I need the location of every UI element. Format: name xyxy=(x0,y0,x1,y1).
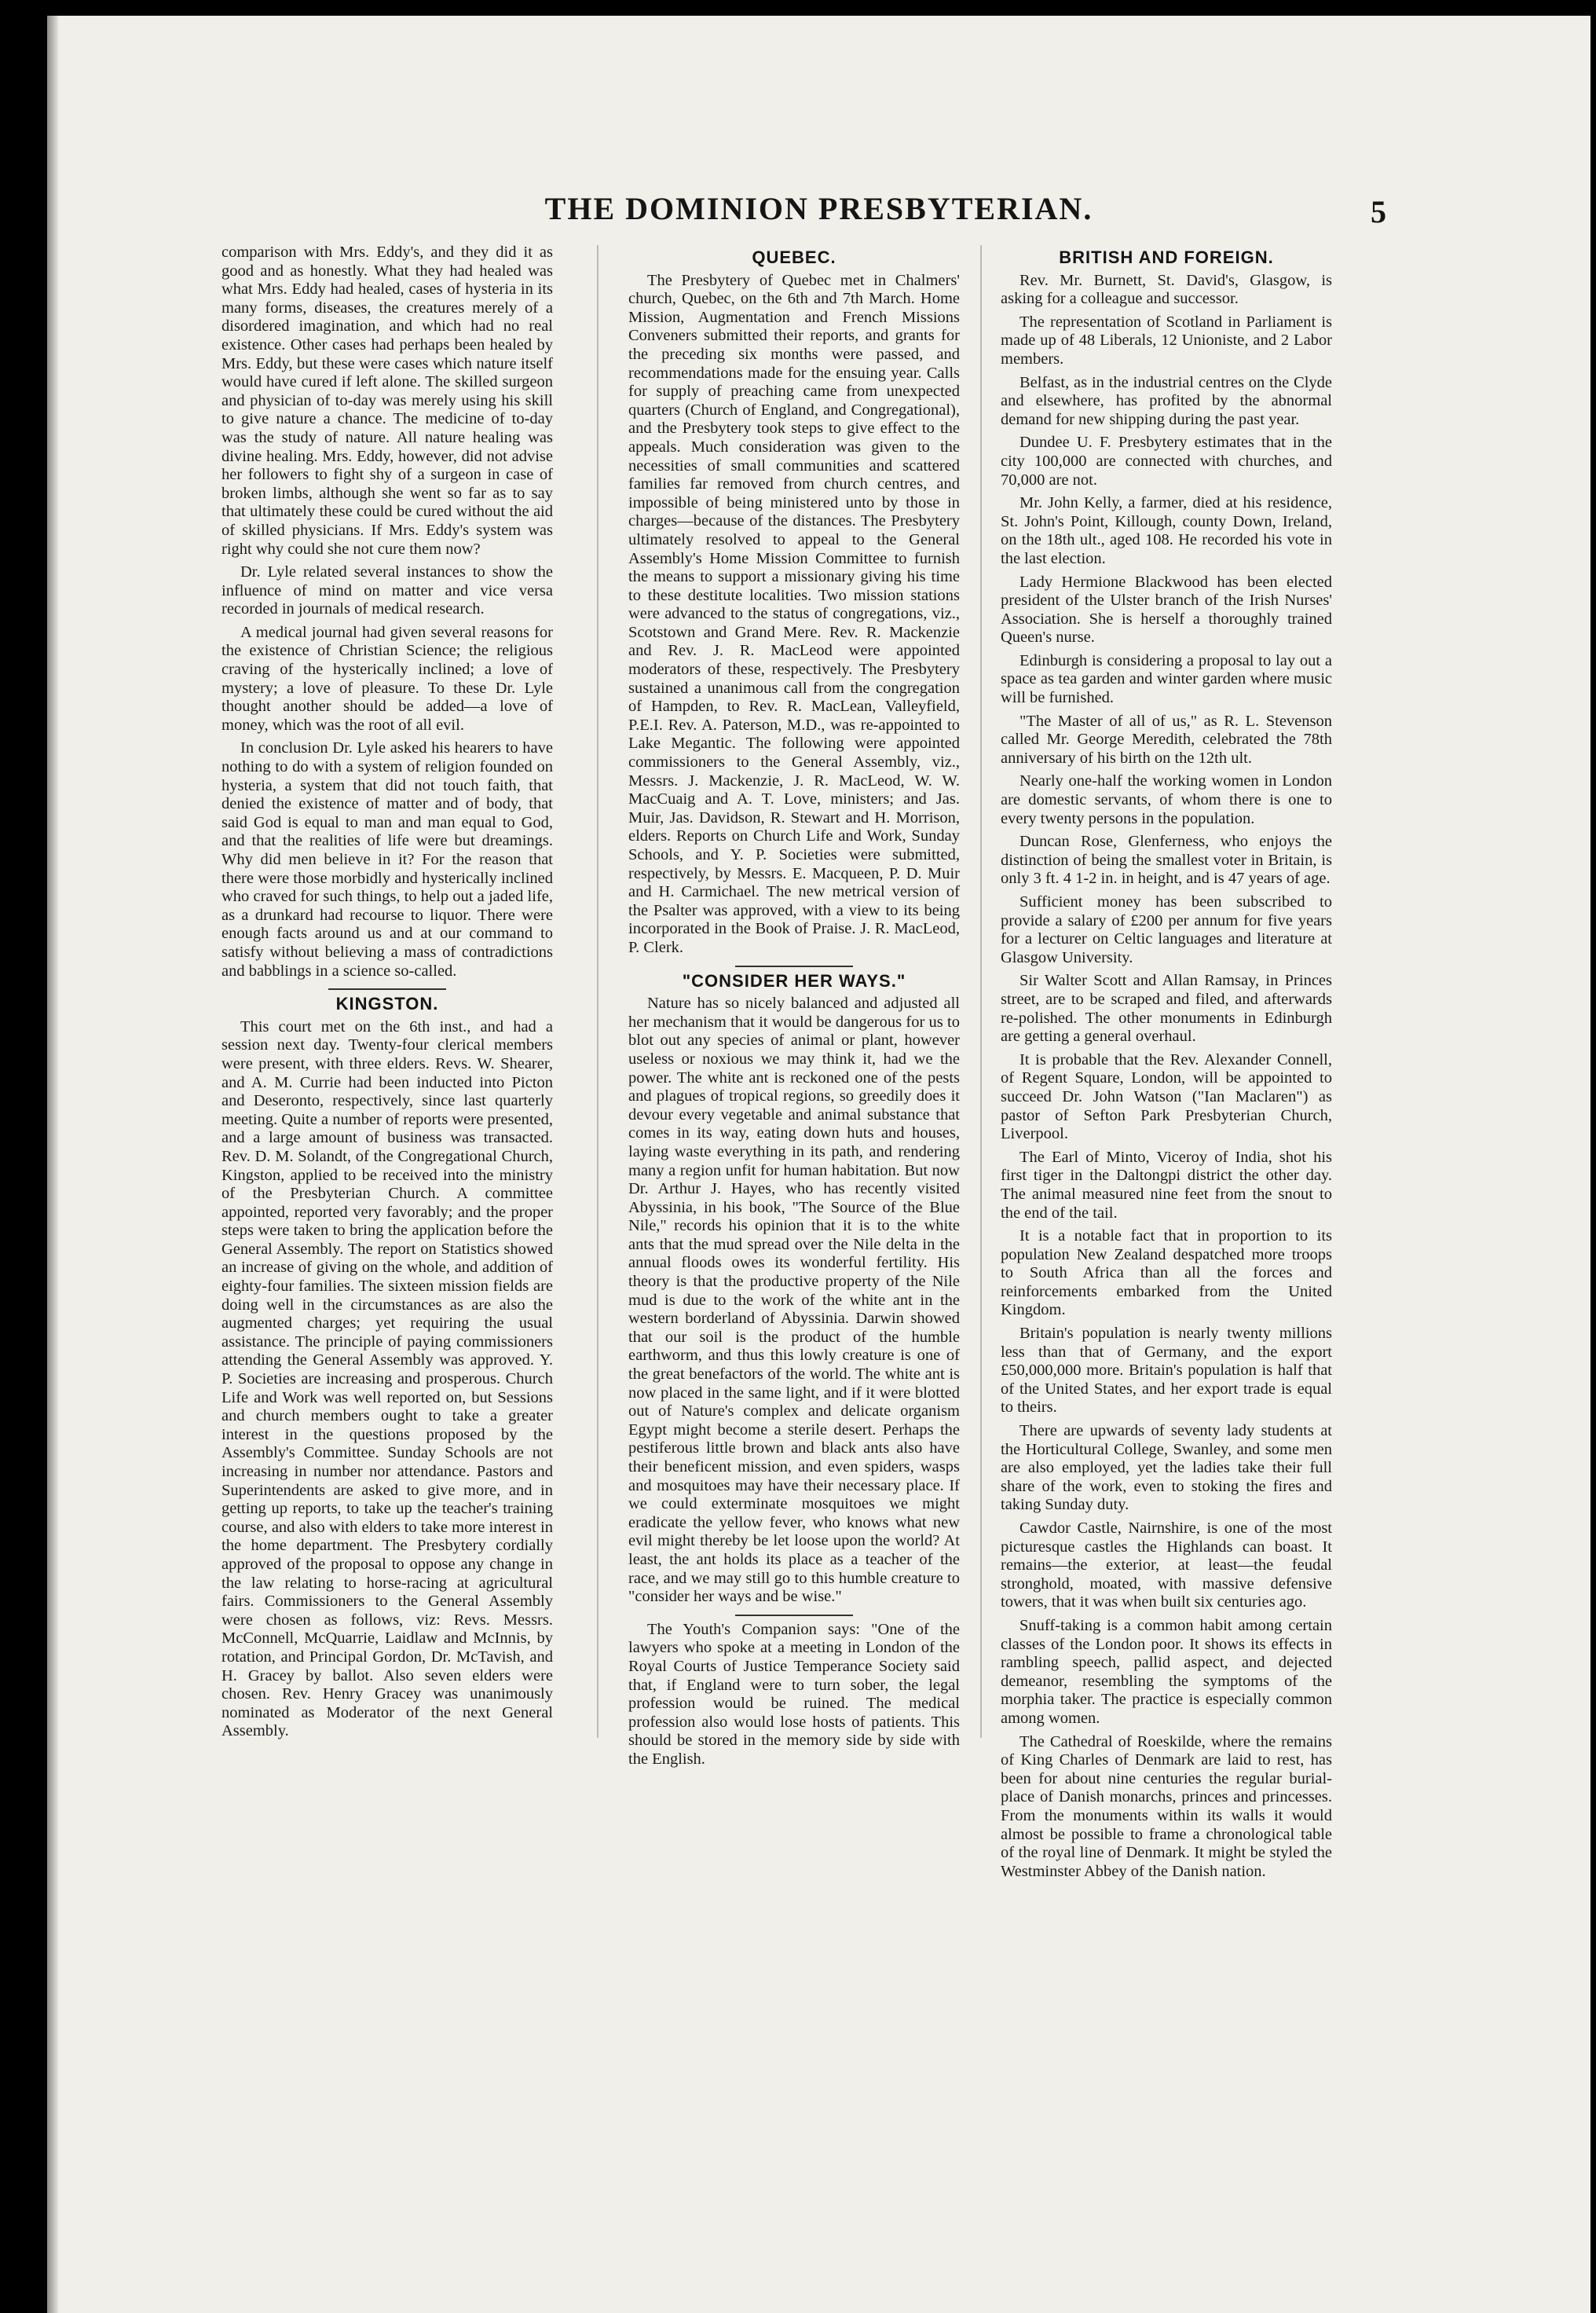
news-item: The Earl of Minto, Viceroy of India, shot his first tiger in the Daltongpi district the other day. The animal measured nine feet from the snout to the end of the tail. xyxy=(1001,1148,1332,1222)
paragraph: A medical journal had given several reasons for the existence of Christian Science; the religious craving of the hysterically inclined; a love of mystery; a love of pleasure. To these Dr. Lyle thought another should be added—a love of money, which was the root of all evil. xyxy=(221,623,553,734)
column-3 xyxy=(1001,244,1332,1886)
news-item: Nearly one-half the working women in London are domestic servants, of whom there is one to every twenty persons in the population. xyxy=(1001,772,1332,827)
newspaper-page xyxy=(47,16,1591,2313)
news-item: It is probable that the Rev. Alexander Connell, of Regent Square, London, will be appointed to succeed Dr. John Watson ("Ian Maclaren") as pastor of Sefton Park Presbyterian Church, Liverpool. xyxy=(1001,1050,1332,1143)
section-heading-kingston: KINGSTON. xyxy=(335,994,439,1014)
page-number: 5 xyxy=(1371,194,1386,229)
section-rule xyxy=(328,988,446,990)
news-item: Cawdor Castle, Nairnshire, is one of the most picturesque castles the Highlands can boast. It remains—the exterior, at least—the feudal stronghold, moated, with massive defensive towers, that it was when built six centuries ago. xyxy=(1001,1519,1332,1611)
news-item: Britain's population is nearly twenty millions less than that of Germany, and the export £50,000,000 more. Britain's population is half that of the United States, and her export trade is equal to theirs. xyxy=(1001,1325,1332,1417)
paragraph: comparison with Mrs. Eddy's, and they did it as good and as honestly. What they had healed was what Mrs. Eddy had healed, cases of hysteria in its many forms, diseases, the creatures merely of a disordered imagination, and which had no real existence. Other cases had perhaps been healed by Mrs. Eddy, but these were cases which nature itself would have cured if left alone. The skilled surgeon and physician of to-day was merely using his skill to give nature a chance. The medicine of to-day was the study of nature. All nature healing was divine healing. Mrs. Eddy, however, did not advise her followers to fight shy of a surgeon in case of broken limbs, although she went so far as to say that ultimately these could be cured without the aid of skilled physicians. If Mrs. Eddy's system was right why could she not cure them now? xyxy=(221,244,553,558)
column-divider xyxy=(980,245,982,1738)
section-rule xyxy=(735,1615,853,1616)
paragraph: The Presbytery of Quebec met in Chalmers' church, Quebec, on the 6th and 7th March. Home Mission, Augmentation and French Missions Conveners submitted their reports, and grants for the preceding six months were passed, and recommendations made for the ensuing year. Calls for supply of preaching came from unexpected quarters (Church of England, and Congregational), and the Presbytery took steps to give effect to the appeals. Much consideration was given to the necessities of small communities and scattered families far removed from church centres, and impossible of being ministered unto by those in charges—because of the distances. The Presbytery ultimately resolved to appeal to the General Assembly's Home Mission Committee to furnish the means to support a missionary giving his time to these destitute localities. Two mission stations were advanced to the status of congregations, viz., Scotstown and Grand Mere. Rev. R. Mackenzie and Rev. J. R. MacLeod were appointed moderators of these, respectively. The Presbytery sustained a unanimous call from the congregation of Hampden, to Rev. R. MacLean, Valleyfield, P.E.I. Rev. A. Paterson, M.D., was re-appointed to Lake Megantic. The following were appointed commissioners to the General Assembly, viz., Messrs. J. Mackenzie, J. R. MacLeod, W. W. MacCuaig and A. T. Love, ministers; and Jas. Muir, Jas. Davidson, R. Stewart and H. Morrison, elders. Reports on Church Life and Work, Sunday Schools, and Y. P. Societies were submitted, respectively, by Messrs. E. Macqueen, P. D. Muir and H. Carmichael. The new metrical version of the Psalter was approved, with a view to its being incorporated in the Book of Praise. J. R. MacLeod, P. Clerk. xyxy=(628,271,960,956)
news-item: Snuff-taking is a common habit among certain classes of the London poor. It shows its effects in rambling speech, pallid aspect, and dejected demeanor, resembling the symptoms of the morphia taker. The practice is especially common among women. xyxy=(1001,1616,1332,1727)
paragraph: This court met on the 6th inst., and had a session next day. Twenty-four clerical members were present, with three elders. Revs. W. Shearer, and A. M. Currie had been inducted into Picton and Deseronto, respectively, since last quarterly meeting. Quite a number of reports were presented, and a large amount of business was transacted. Rev. D. M. Solandt, of the Congregational Church, Kingston, applied to be received into the ministry of the Presbyterian Church. A committee appointed, reported very favorably; and the proper steps were taken to bring the application before the General Assembly. The report on Statistics showed an increase of giving on the whole, and addition of eighty-four families. The sixteen mission fields are doing well in the circumstances as are also the augmented charges; yet requiring the usual assistance. The principle of paying commissioners attending the General Assembly was approved. Y. P. Societies are increasing and prosperous. Church Life and Work was well reported on, but Sessions and church members ought to take a greater interest in the questions proposed by the Assembly's Committee. Sunday Schools are not increasing in number nor attendance. Pastors and Superintendents are asked to give more, and in getting up reports, to take up the teacher's training course, and also with elders to take more interest in the home department. The Presbytery cordially approved of the proposal to oppose any change in the law relating to horse-racing at agricultural fairs. Commissioners to the General Assembly were chosen as follows, viz: Revs. Messrs. McConnell, McQuarrie, Laidlaw and McInnis, by rotation, and Principal Gordon, Dr. McTavish, and H. Gracey by ballot. Also seven elders were chosen. Rev. Henry Gracey was unanimously nominated as Moderator of the next General Assembly. xyxy=(221,1017,553,1740)
news-item: The Cathedral of Roeskilde, where the remains of King Charles of Denmark are laid to rest, has been for about nine centuries the regular burial-place of Danish monarchs, princes and princesses. From the monuments within its walls it would almost be possible to frame a chronological table of the royal line of Denmark. It might be styled the Westminster Abbey of the Danish nation. xyxy=(1001,1732,1332,1880)
section-heading-british-and-foreign: BRITISH AND FOREIGN. xyxy=(1059,247,1274,267)
news-item: Duncan Rose, Glenferness, who enjoys the distinction of being the smallest voter in Britain, is only 3 ft. 4 1-2 in. in height, and is 47 years of age. xyxy=(1001,833,1332,888)
news-item: "The Master of all of us," as R. L. Stevenson called Mr. George Meredith, celebrated the 78th anniversary of his birth on the 12th ult. xyxy=(1001,712,1332,767)
news-item: Belfast, as in the industrial centres on the Clyde and elsewhere, has profited by the abnormal demand for new shipping during the past year. xyxy=(1001,373,1332,428)
paragraph: The Youth's Companion says: "One of the lawyers who spoke at a meeting in London of the Royal Courts of Justice Temperance Society said that, if England were to turn sober, the legal profession would be ruined. The medical profession also would lose hosts of patients. This should be stored in the memory side by side with the English. xyxy=(628,1620,960,1768)
paragraph: Nature has so nicely balanced and adjusted all her mechanism that it would be dangerous for us to blot out any species of animal or plant, however useless or noxious we may think it, had we the power. The white ant is reckoned one of the pests and plagues of tropical regions, so greedily does it devour every vegetable and animal substance that comes in its way, eating down huts and houses, laying waste everything in its path, and rendering many a region unfit for human habitation. But now Dr. Arthur J. Hayes, who has recently visited Abyssinia, in his book, "The Source of the Blue Nile," records his opinion that it is to the white ants that the mud spread over the Nile delta in the annual floods owes its wonderful fertility. His theory is that the productive property of the Nile mud is due to the work of the white ant in the western borderland of Abyssinia. Darwin showed that our soil is the product of the humble earthworm, and thus this lowly creature is one of the great benefactors of the world. The white ant is now placed in the same light, and if it were blotted out of Nature's complex and delicate organism Egypt might become a sterile desert. Perhaps the pestiferous little brown and black ants also have their beneficent mission, and even spiders, wasps and mosquitoes may have their necessary place. If we could exterminate mosquitoes we might eradicate the yellow fever, who knows what new evil might thereby be let loose upon the world? At least, the ant holds its place as a teacher of the race, and we may still go to this humble creature to "consider her ways and be wise." xyxy=(628,995,960,1606)
news-item: It is a notable fact that in proportion to its population New Zealand despatched more troops to South Africa than all the forces and reinforcements embarked from the United Kingdom. xyxy=(1001,1227,1332,1319)
news-item: There are upwards of seventy lady students at the Horticultural College, Swanley, and some men are also employed, yet the ladies take their full share of the work, even to stoking the fires and taking Sunday duty. xyxy=(1001,1422,1332,1514)
section-rule xyxy=(735,966,853,967)
column-1 xyxy=(221,244,553,1746)
paragraph: In conclusion Dr. Lyle asked his hearers to have nothing to do with a system of religion founded on hysteria, a system that did not touch faith, that denied the existence of matter and of body, that said God is equal to man and man equal to God, and that the realities of life were but dreamings. Why did men believe in it? For the reason that there were those morbidly and hysterically inclined who craved for such things, to help out a jaded life, as a drunkard had recourse to liquor. There were enough facts around us and at our command to satisfy without believing a mass of contradictions and babblings in a science so-called. xyxy=(221,739,553,980)
news-item: Dundee U. F. Presbytery estimates that in the city 100,000 are connected with churches, and 70,000 are not. xyxy=(1001,434,1332,489)
section-heading-quebec: QUEBEC. xyxy=(752,247,836,267)
masthead: THE DOMINION PRESBYTERIAN. xyxy=(544,191,1093,226)
news-item: Rev. Mr. Burnett, St. David's, Glasgow, is asking for a colleague and successor. xyxy=(1001,271,1332,308)
news-item: Edinburgh is considering a proposal to lay out a space as tea garden and winter garden where music will be furnished. xyxy=(1001,651,1332,707)
paragraph: Dr. Lyle related several instances to show the influence of mind on matter and vice versa recorded in journals of medical research. xyxy=(221,563,553,618)
news-item: The representation of Scotland in Parliament is made up of 48 Liberals, 12 Unioniste, and 2 Labor members. xyxy=(1001,313,1332,368)
column-divider xyxy=(597,245,598,1738)
news-item: Lady Hermione Blackwood has been elected president of the Ulster branch of the Irish Nurses' Association. She is herself a thoroughly trained Queen's nurse. xyxy=(1001,573,1332,647)
news-item: Sufficient money has been subscribed to provide a salary of £200 per annum for five years for a lecturer on Celtic languages and literature at Glasgow University. xyxy=(1001,893,1332,966)
news-item: Mr. John Kelly, a farmer, died at his residence, St. John's Point, Killough, county Down, Ireland, on the 18th ult., aged 108. He recorded his vote in the last election. xyxy=(1001,494,1332,567)
section-heading-consider-her-ways: "CONSIDER HER WAYS." xyxy=(682,970,906,991)
news-item: Sir Walter Scott and Allan Ramsay, in Princes street, are to be scraped and filed, and afterwards re-polished. The other monuments in Edinburgh are getting a general overhaul. xyxy=(1001,972,1332,1046)
column-2 xyxy=(628,244,960,1774)
